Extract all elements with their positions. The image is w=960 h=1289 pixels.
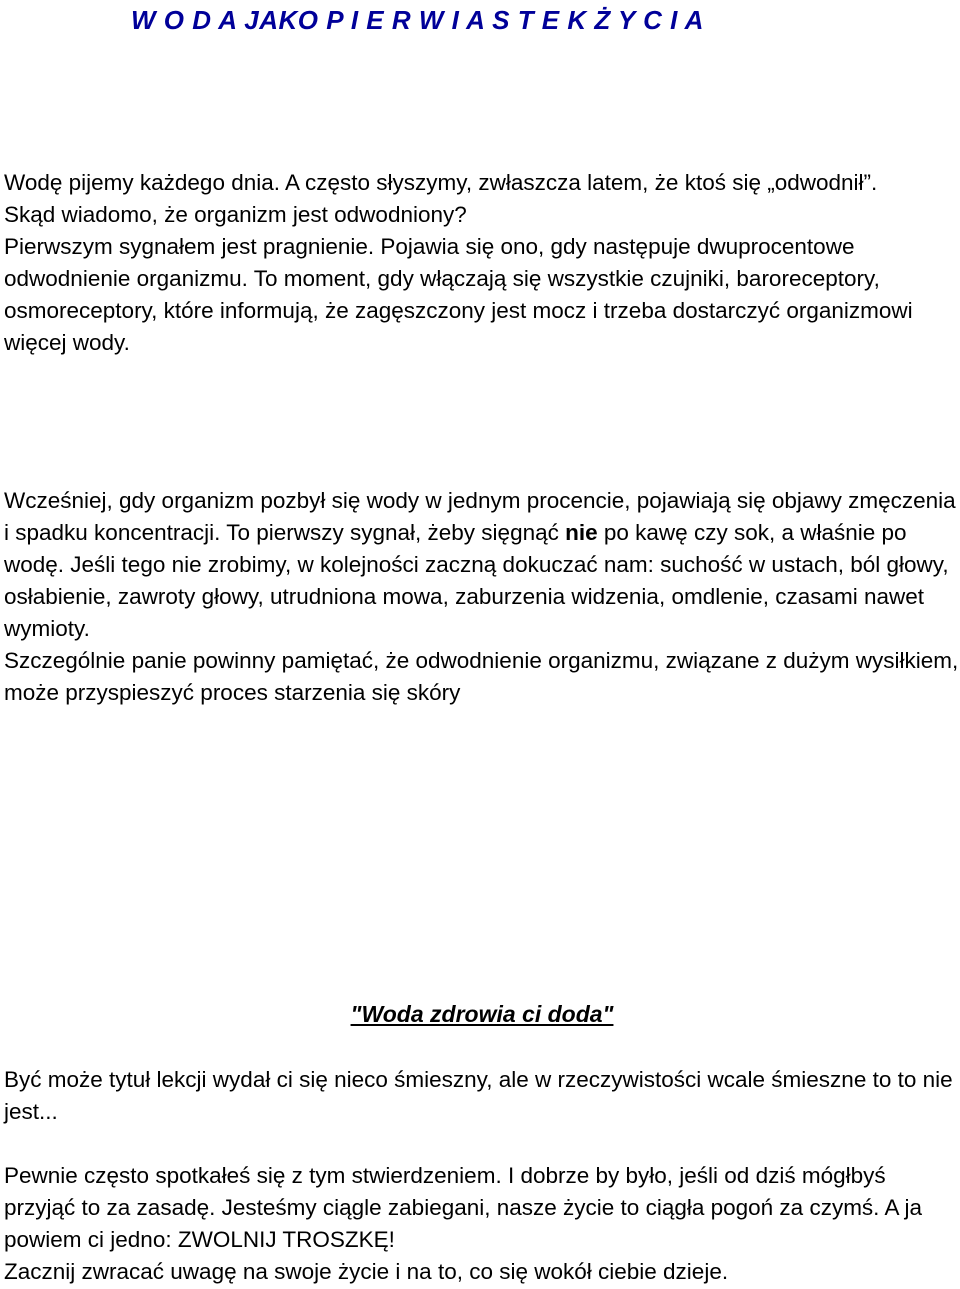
advice-paragraph-2: Zacznij zwracać uwagę na swoje życie i na to, co się wokół ciebie dzieje.	[4, 1259, 729, 1284]
lesson-title-section	[4, 1064, 960, 1128]
emphasis-nie: nie	[565, 520, 598, 545]
intro-section	[4, 167, 960, 359]
intro-paragraph-2: Skąd wiadomo, że organizm jest odwodniony?	[4, 202, 467, 227]
skin-aging-paragraph: Szczególnie panie powinny pamiętać, że odwodnienie organizmu, związane z dużym wysiłkiem, może przyspieszyć proces starzenia się skóry	[4, 648, 959, 705]
advice-section	[4, 1160, 960, 1288]
symptoms-text-part-2: po kawę czy sok, a właśnie po wodę. Jeśli tego nie zrobimy, w kolejności zaczną dokuczać nam: suchość w ustach, ból głowy, osłabienie, zawroty głowy, utrudniona mowa, zaburzenia widzenia, omdlenie, czasami nawet wymioty.	[4, 520, 949, 641]
lesson-title-paragraph: Być może tytuł lekcji wydał ci się nieco śmieszny, ale w rzeczywistości wcale śmieszne to to nie jest...	[4, 1067, 953, 1124]
intro-paragraph-1: Wodę pijemy każdego dnia. A często słyszymy, zwłaszcza latem, że ktoś się „odwodnił”.	[4, 170, 878, 195]
symptoms-text-part-1: Wcześniej, gdy organizm pozbył się wody w jednym procencie, pojawiają się objawy zmęczenia i spadku koncentracji. To pierwszy sygnał, żeby sięgnąć	[4, 488, 956, 545]
intro-paragraph-3: Pierwszym sygnałem jest pragnienie. Pojawia się ono, gdy następuje dwuprocentowe odwodnienie organizmu. To moment, gdy włączają się wszystkie czujniki, baroreceptory, osmoreceptory, które informują, że zagęszczony jest mocz i trzeba dostarczyć organizmowi więcej wody.	[4, 234, 913, 355]
section-subtitle: "Woda zdrowia ci doda"	[350, 1001, 614, 1027]
advice-paragraph-1: Pewnie często spotkałeś się z tym stwierdzeniem. I dobrze by było, jeśli od dziś mógłbyś przyjąć to za zasadę. Jesteśmy ciągle zabiegani, nasze życie to ciągła pogoń za czymś. A ja powiem ci jedno: ZWOLNIJ TROSZKĘ!	[4, 1163, 922, 1252]
symptoms-section	[4, 485, 960, 709]
page-title: W O D A JAKO P I E R W I A S T E K Ż Y C I A	[131, 5, 704, 35]
symptoms-paragraph	[4, 485, 960, 645]
